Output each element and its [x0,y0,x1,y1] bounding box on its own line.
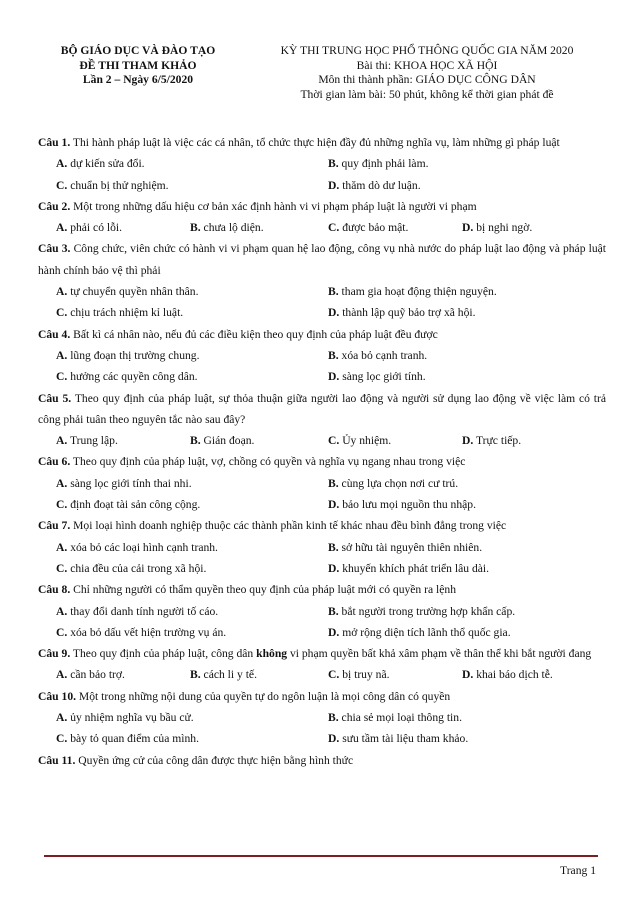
question-number: Câu 1. [38,136,71,149]
question-item [38,579,606,643]
answer-option[interactable] [462,664,553,685]
option-letter: B. [328,157,339,171]
answer-option[interactable] [190,430,254,451]
question-stem: Bất kì cá nhân nào, nếu đủ các điều kiện theo quy định của pháp luật đều được [73,327,438,341]
footer-divider [44,855,598,857]
answer-options-row [38,281,606,302]
option-letter: D. [328,561,340,575]
question-stem: Theo quy định của pháp luật, vợ, chồng có quyền và nghĩa vụ ngang nhau trong việc [72,455,466,469]
option-text: chuẩn bị thử nghiệm. [70,178,169,192]
option-text: bày tỏ quan điểm của mình. [70,732,199,746]
exam-time: Thời gian làm bài: 50 phút, không kể thời gian phát đề [300,87,554,101]
option-text: chia sẻ mọi loại thông tin. [341,711,462,725]
option-letter: C. [56,178,68,192]
option-letter: D. [462,668,474,682]
option-letter: A. [56,434,68,448]
option-text: mở rộng diện tích lãnh thổ quốc gia. [342,625,511,639]
answer-options-row [38,601,606,622]
option-text: chia đều của cải trong xã hội. [70,561,207,575]
option-letter: A. [56,221,68,235]
option-text: sở hữu tài nguyên thiên nhiên. [341,540,483,554]
answer-option[interactable] [56,664,125,685]
option-text: chịu trách nhiệm kỉ luật. [70,306,184,320]
answer-option[interactable] [56,707,194,728]
option-letter: C. [56,306,68,320]
question-number: Câu 9. [38,647,71,661]
question-text [38,750,606,771]
option-text: Gián đoạn. [203,434,255,448]
option-text: dự kiến sửa đổi. [70,157,145,171]
answer-option[interactable] [56,153,145,174]
option-text: quy định phải làm. [341,157,429,171]
answer-options-row [38,430,606,451]
question-stem: Một trong những dấu hiệu cơ bản xác định hành vi vi phạm pháp luật là người vi phạm [73,199,477,213]
option-letter: B. [328,348,339,362]
question-number: Câu 4. [38,327,71,341]
answer-option[interactable] [56,345,200,366]
option-letter: A. [56,348,68,362]
question-text [38,132,606,153]
option-text: tham gia hoạt động thiện nguyện. [341,285,497,299]
question-stem: Quyền ứng cử của công dân được thực hiện bằng hình thức [78,753,354,767]
exam-type: ĐỀ THI THAM KHẢO [79,58,197,72]
option-text: xóa bỏ dấu vết hiện trường vụ án. [70,625,227,639]
option-letter: D. [328,370,340,384]
question-number: Câu 11. [38,753,76,767]
question-stem: Mọi loại hình doanh nghiệp thuộc các thành phần kinh tế khác nhau đều bình đẳng trong việc [73,519,507,533]
option-text: khuyến khích phát triển lâu dài. [342,561,490,575]
answer-option[interactable] [328,175,421,196]
option-letter: B. [190,434,201,448]
question-number: Câu 5. [38,391,72,405]
option-text: thay đổi danh tính người tố cáo. [70,604,219,618]
option-letter: C. [56,732,68,746]
answer-option[interactable] [328,558,489,579]
option-text: bị nghi ngờ. [476,221,533,235]
answer-option[interactable] [462,430,521,451]
option-letter: B. [328,711,339,725]
answer-option[interactable] [328,664,390,685]
answer-options-row [38,366,606,387]
answer-option[interactable] [56,366,198,387]
answer-option[interactable] [328,366,426,387]
option-letter: B. [328,540,339,554]
option-text: khai báo dịch tễ. [476,668,553,682]
question-item [38,686,606,750]
option-text: sàng lọc giới tính thai nhi. [70,476,192,490]
option-text: cách li y tế. [203,668,257,682]
option-text: hưởng các quyền công dân. [70,370,198,384]
page-number: Trang 1 [560,864,596,877]
answer-options-row [38,345,606,366]
question-stem: Chỉ những người có thẩm quyền theo quy định của pháp luật mới có quyền ra lệnh [73,583,456,597]
question-text [38,579,606,600]
option-letter: B. [328,604,339,618]
question-text [38,324,606,345]
answer-option[interactable] [328,494,476,515]
answer-option[interactable] [328,601,515,622]
question-stem: Thi hành pháp luật là việc các cá nhân, tổ chức thực hiện đầy đủ những nghĩa vụ, làm những gì pháp luật [72,136,560,149]
option-text: sàng lọc giới tính. [342,370,426,384]
option-letter: D. [462,434,474,448]
ministry-name: BỘ GIÁO DỤC VÀ ĐÀO TẠO [60,44,216,57]
option-text: bắt người trong trường hợp khẩn cấp. [341,604,516,618]
question-stem: Một trong những nội dung của quyền tự do ngôn luận là mọi công dân có quyền [78,689,451,703]
option-letter: D. [328,306,340,320]
option-letter: C. [56,370,68,384]
exam-subject: Môn thi thành phần: GIÁO DỤC CÔNG DÂN [318,73,536,86]
answer-options-row [38,175,606,196]
option-text: Trung lập. [69,434,118,448]
question-item [38,238,606,323]
answer-option[interactable] [56,302,183,323]
option-text: xóa bỏ cạnh tranh. [341,348,428,362]
question-item [38,451,606,515]
answer-option[interactable] [56,430,118,451]
option-text: Trực tiếp. [475,434,522,448]
answer-option[interactable] [328,345,427,366]
question-number: Câu 2. [38,199,71,213]
answer-options-row [38,537,606,558]
answer-options-row [38,664,606,685]
answer-options-row [38,473,606,494]
option-letter: B. [190,221,201,235]
question-number: Câu 8. [38,583,71,597]
option-text: xóa bỏ các loại hình cạnh tranh. [70,540,218,554]
question-text [38,451,606,472]
option-text: chưa lộ diện. [203,221,264,235]
answer-option[interactable] [328,281,497,302]
question-text [38,515,606,536]
question-list [38,132,606,771]
answer-option[interactable] [56,473,192,494]
option-letter: A. [56,476,68,490]
option-text: được bảo mật. [342,221,409,235]
option-letter: A. [56,157,68,171]
option-text: cùng lựa chọn nơi cư trú. [341,476,459,490]
option-text: định đoạt tài sản công cộng. [70,498,201,512]
answer-option[interactable] [56,281,199,302]
answer-options-row [38,302,606,323]
answer-option[interactable] [328,707,462,728]
option-text: bị truy nã. [342,668,390,682]
answer-option[interactable] [328,622,511,643]
answer-option[interactable] [328,537,482,558]
question-item [38,643,606,686]
question-stem: Theo quy định của pháp luật, sự thỏa thuận giữa người lao động và người sử dụng lao động về việc làm có trả công phải tuân theo nguyên tắc nào sau đây? [38,391,606,426]
option-letter: A. [56,604,68,618]
option-letter: A. [56,540,68,554]
option-text: tự chuyển quyền nhân thân. [70,285,199,299]
option-text: thành lập quỹ bảo trợ xã hội. [342,306,476,320]
answer-option[interactable] [56,558,206,579]
answer-options-row [38,153,606,174]
question-item [38,196,606,239]
answer-option[interactable] [328,302,476,323]
question-number: Câu 10. [38,689,77,703]
question-stem-part: không [256,647,288,661]
question-item [38,750,606,771]
option-letter: B. [328,476,339,490]
option-letter: C. [56,561,68,575]
answer-options-row [38,217,606,238]
option-letter: D. [462,221,474,235]
option-letter: A. [56,668,68,682]
option-letter: D. [328,498,340,512]
question-text [38,238,606,281]
question-text [38,388,606,431]
question-item [38,324,606,388]
option-text: lũng đoạn thị trường chung. [70,348,200,362]
question-text [38,196,606,217]
exam-edition-date: Lần 2 – Ngày 6/5/2020 [82,73,194,86]
answer-option[interactable] [328,473,458,494]
option-letter: A. [56,711,68,725]
answer-option[interactable] [328,153,429,174]
answer-option[interactable] [56,175,169,196]
answer-option[interactable] [328,217,408,238]
option-text: ủy nhiệm nghĩa vụ bầu cử. [70,711,194,725]
option-text: sưu tầm tài liệu tham khảo. [342,732,469,746]
option-letter: B. [190,668,201,682]
answer-option[interactable] [328,728,468,749]
option-letter: C. [328,221,340,235]
question-text [38,643,606,664]
option-letter: D. [328,732,340,746]
option-letter: C. [328,434,340,448]
answer-options-row [38,622,606,643]
option-text: cần bảo trợ. [70,668,125,682]
option-text: bảo lưu mọi nguồn thu nhập. [342,498,476,512]
option-letter: D. [328,178,340,192]
option-letter: D. [328,625,340,639]
answer-option[interactable] [190,217,264,238]
option-letter: C. [56,498,68,512]
option-letter: A. [56,285,68,299]
answer-options-row [38,558,606,579]
answer-options-row [38,707,606,728]
option-text: Ủy nhiệm. [342,434,392,448]
option-text: phải có lỗi. [70,221,123,235]
question-text [38,686,606,707]
answer-options-row [38,728,606,749]
answer-option[interactable] [56,601,218,622]
question-item [38,132,606,196]
question-stem-part: vi phạm quyền bất khả xâm phạm về thân thể khi bắt người đang [287,647,592,661]
option-letter: B. [328,285,339,299]
question-stem: Công chức, viên chức có hành vi vi phạm quan hệ lao động, công vụ nhà nước do pháp luật lao động và pháp luật hành chính bảo vệ thì phải [38,242,607,277]
exam-title: KỲ THI TRUNG HỌC PHỔ THÔNG QUỐC GIA NĂM 2020 [280,44,574,57]
exam-header [0,44,640,116]
question-item [38,515,606,579]
answer-option[interactable] [328,430,391,451]
answer-option[interactable] [56,494,200,515]
answer-option[interactable] [56,537,218,558]
question-number: Câu 3. [38,242,71,256]
answer-option[interactable] [56,622,226,643]
option-letter: C. [56,625,68,639]
answer-option[interactable] [190,664,257,685]
answer-option[interactable] [462,217,532,238]
question-stem-part: Theo quy định của pháp luật, công dân [72,647,257,661]
answer-option[interactable] [56,728,199,749]
question-item [38,388,606,452]
question-number: Câu 6. [38,455,71,469]
option-text: thăm dò dư luận. [342,178,421,192]
option-letter: C. [328,668,340,682]
answer-options-row [38,494,606,515]
question-number: Câu 7. [38,519,71,533]
exam-paper: Bài thi: KHOA HỌC XÃ HỘI [356,58,498,72]
answer-option[interactable] [56,217,122,238]
